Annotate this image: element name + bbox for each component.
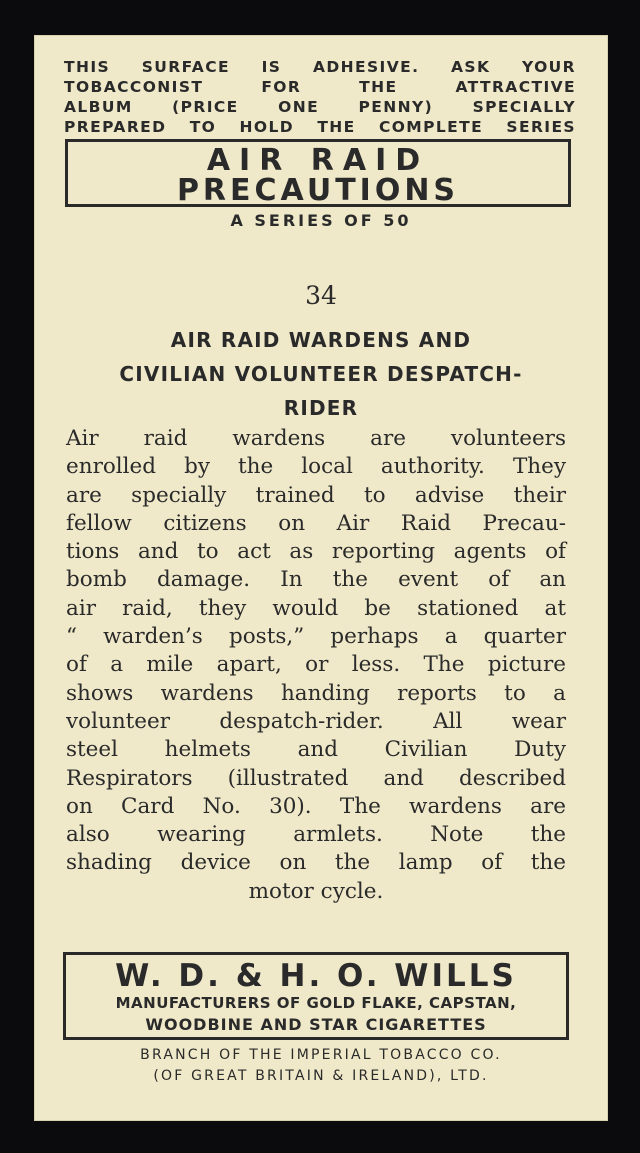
body-line: volunteer despatch-rider. All wear <box>66 708 566 734</box>
footer-line: (OF GREAT BRITAIN & IRELAND), LTD. <box>153 1068 489 1084</box>
body-line: Respirators (illustrated and described <box>66 765 566 791</box>
body-line: Air raid wardens are volunteers <box>66 426 566 451</box>
body-line: air raid, they would be stationed at <box>66 595 566 621</box>
body-line: shading device on the lamp of the <box>66 850 566 876</box>
heading-line: CIVILIAN VOLUNTEER DESPATCH- <box>119 362 523 386</box>
body-line: enrolled by the local authority. They <box>66 454 566 480</box>
series-title-box <box>65 139 571 207</box>
card-heading <box>54 323 588 425</box>
notice-line: ALBUM (PRICE ONE PENNY) SPECIALLY <box>64 98 576 116</box>
card-description <box>66 425 566 906</box>
series-title-line: AIR RAID <box>206 143 430 178</box>
manufacturer-line: WOODBINE AND STAR CIGARETTES <box>145 1015 487 1034</box>
manufacturer-line: MANUFACTURERS OF GOLD FLAKE, CAPSTAN, <box>115 994 517 1012</box>
notice-line: PREPARED TO HOLD THE COMPLETE SERIES <box>64 118 576 136</box>
manufacturer-name: W. D. & H. O. WILLS <box>115 958 517 994</box>
body-line: motor cycle. <box>248 878 384 904</box>
manufacturer-box <box>63 952 569 1040</box>
body-line: shows wardens handing reports to a <box>66 680 566 706</box>
body-line: on Card No. 30). The wardens are <box>66 793 566 819</box>
body-line: are specially trained to advise their <box>66 482 566 508</box>
body-line: steel helmets and Civilian Duty <box>66 737 566 763</box>
body-line: of a mile apart, or less. The picture <box>66 652 566 678</box>
series-title-line: PRECAUTIONS <box>176 173 460 208</box>
body-line: fellow citizens on Air Raid Precau- <box>66 510 566 536</box>
body-line: “ warden’s posts,” perhaps a quarter <box>66 624 566 650</box>
heading-line: AIR RAID WARDENS AND <box>170 328 472 352</box>
body-line: bomb damage. In the event of an <box>66 567 566 593</box>
card-number: 34 <box>305 281 337 310</box>
company-footer <box>34 1045 608 1087</box>
heading-line: RIDER <box>283 396 359 420</box>
notice-line: THIS SURFACE IS ADHESIVE. ASK YOUR <box>64 58 576 76</box>
body-line: also wearing armlets. Note the <box>66 822 566 848</box>
adhesive-notice <box>64 57 576 137</box>
cigarette-card <box>34 35 608 1121</box>
body-line: tions and to act as reporting agents of <box>66 539 566 565</box>
footer-line: BRANCH OF THE IMPERIAL TOBACCO CO. <box>140 1047 502 1063</box>
series-subtitle: A SERIES OF 50 <box>230 211 412 230</box>
notice-line: TOBACCONIST FOR THE ATTRACTIVE <box>64 78 576 96</box>
